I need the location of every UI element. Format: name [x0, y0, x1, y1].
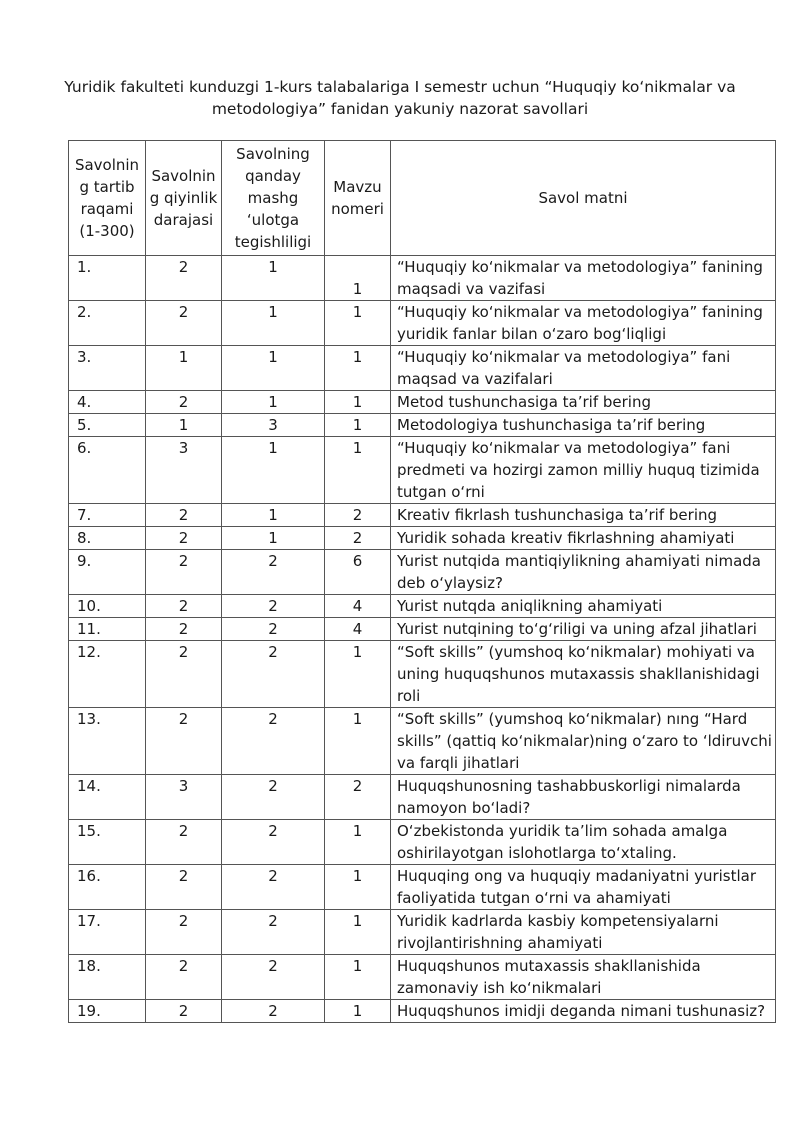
topic-number-cell: 4 — [325, 595, 391, 618]
session-type-cell: 2 — [222, 910, 325, 955]
header-question-text: Savol matni — [391, 141, 776, 256]
table-row — [69, 437, 776, 504]
question-text-cell: O‘zbekistonda yuridik ta’lim sohada amalga oshirilayotgan islohotlarga to‘xtaling. — [391, 820, 776, 865]
difficulty-cell: 3 — [146, 775, 222, 820]
question-text-cell: Huquqshunos mutaxassis shakllanishida zamonaviy ish ko‘nikmalari — [391, 955, 776, 1000]
session-type-cell: 1 — [222, 437, 325, 504]
row-number-cell: 3. — [69, 346, 146, 391]
row-number-cell: 11. — [69, 618, 146, 641]
session-type-cell: 1 — [222, 391, 325, 414]
topic-number-cell: 2 — [325, 527, 391, 550]
topic-number-cell: 1 — [325, 1000, 391, 1023]
session-type-cell: 1 — [222, 301, 325, 346]
row-number-cell: 19. — [69, 1000, 146, 1023]
row-number-cell: 8. — [69, 527, 146, 550]
session-type-cell: 1 — [222, 527, 325, 550]
table-row — [69, 346, 776, 391]
session-type-cell: 2 — [222, 708, 325, 775]
topic-number-cell: 1 — [325, 301, 391, 346]
difficulty-cell: 2 — [146, 910, 222, 955]
session-type-cell: 2 — [222, 550, 325, 595]
table-row — [69, 641, 776, 708]
difficulty-cell: 2 — [146, 955, 222, 1000]
difficulty-cell: 2 — [146, 820, 222, 865]
difficulty-cell: 1 — [146, 346, 222, 391]
row-number-cell: 2. — [69, 301, 146, 346]
topic-number-cell: 1 — [325, 346, 391, 391]
table-row — [69, 1000, 776, 1023]
question-text-cell: “Huquqiy ko‘nikmalar va metodologiya” fanining yuridik fanlar bilan o‘zaro bog‘liqligi — [391, 301, 776, 346]
question-text-cell: Yurist nutqda aniqlikning ahamiyati — [391, 595, 776, 618]
question-text-cell: Yuridik sohada kreativ fikrlashning ahamiyati — [391, 527, 776, 550]
topic-number-cell: 1 — [325, 641, 391, 708]
row-number-cell: 15. — [69, 820, 146, 865]
difficulty-cell: 2 — [146, 865, 222, 910]
header-order-number: Savolnin g tartib raqami (1-300) — [69, 141, 146, 256]
table-header-row — [69, 141, 776, 256]
session-type-cell: 2 — [222, 595, 325, 618]
row-number-cell: 12. — [69, 641, 146, 708]
question-text-cell: Yurist nutqida mantiqiylikning ahamiyati nimada deb o‘ylaysiz? — [391, 550, 776, 595]
difficulty-cell: 2 — [146, 1000, 222, 1023]
table-row — [69, 414, 776, 437]
question-text-cell: “Huquqiy ko‘nikmalar va metodologiya” fani predmeti va hozirgi zamon milliy huquq tizimida tutgan o‘rni — [391, 437, 776, 504]
difficulty-cell: 2 — [146, 641, 222, 708]
topic-number-cell: 6 — [325, 550, 391, 595]
header-difficulty: Savolnin g qiyinlik darajasi — [146, 141, 222, 256]
topic-number-cell: 1 — [325, 391, 391, 414]
topic-number-cell: 1 — [325, 437, 391, 504]
difficulty-cell: 2 — [146, 550, 222, 595]
table-row — [69, 595, 776, 618]
table-row — [69, 504, 776, 527]
session-type-cell: 1 — [222, 504, 325, 527]
question-text-cell: Yuridik kadrlarda kasbiy kompetensiyalarni rivojlantirishning ahamiyati — [391, 910, 776, 955]
difficulty-cell: 2 — [146, 301, 222, 346]
session-type-cell: 2 — [222, 618, 325, 641]
table-row — [69, 391, 776, 414]
topic-number-cell: 2 — [325, 775, 391, 820]
questions-table — [68, 140, 776, 1023]
title-line-1: Yuridik fakulteti kunduzgi 1-kurs talabalariga I semestr uchun “Huquqiy koʻnikmalar va — [64, 78, 736, 96]
session-type-cell: 1 — [222, 256, 325, 301]
row-number-cell: 6. — [69, 437, 146, 504]
question-text-cell: Kreativ fikrlash tushunchasiga ta’rif bering — [391, 504, 776, 527]
difficulty-cell: 3 — [146, 437, 222, 504]
question-text-cell: Huquqing ong va huquqiy madaniyatni yuristlar faoliyatida tutgan o‘rni va ahamiyati — [391, 865, 776, 910]
difficulty-cell: 2 — [146, 256, 222, 301]
row-number-cell: 5. — [69, 414, 146, 437]
question-text-cell: Yurist nutqining to‘g‘riligi va uning afzal jihatlari — [391, 618, 776, 641]
row-number-cell: 17. — [69, 910, 146, 955]
topic-number-cell: 1 — [325, 708, 391, 775]
session-type-cell: 3 — [222, 414, 325, 437]
table-row — [69, 910, 776, 955]
row-number-cell: 7. — [69, 504, 146, 527]
header-session-type: Savolning qanday mashg ‘ulotga tegishliligi — [222, 141, 325, 256]
table-row — [69, 865, 776, 910]
difficulty-cell: 2 — [146, 708, 222, 775]
difficulty-cell: 2 — [146, 595, 222, 618]
session-type-cell: 1 — [222, 346, 325, 391]
topic-number-cell: 1 — [325, 820, 391, 865]
title-line-2: metodologiya” fanidan yakuniy nazorat savollari — [211, 100, 589, 118]
table-row — [69, 618, 776, 641]
topic-number-cell: 1 — [325, 414, 391, 437]
question-text-cell: Metodologiya tushunchasiga ta’rif bering — [391, 414, 776, 437]
difficulty-cell: 2 — [146, 391, 222, 414]
topic-number-cell: 1 — [325, 865, 391, 910]
table-row — [69, 527, 776, 550]
question-text-cell: “Soft skills” (yumshoq ko‘nikmalar) mohiyati va uning huquqshunos mutaxassis shakllanishidagi roli — [391, 641, 776, 708]
table-row — [69, 708, 776, 775]
question-text-cell: “Huquqiy ko‘nikmalar va metodologiya” fani maqsad va vazifalari — [391, 346, 776, 391]
question-text-cell: Metod tushunchasiga ta’rif bering — [391, 391, 776, 414]
table-row — [69, 550, 776, 595]
question-text-cell: Huquqshunosning tashabbuskorligi nimalarda namoyon bo‘ladi? — [391, 775, 776, 820]
row-number-cell: 1. — [69, 256, 146, 301]
topic-number-cell: 2 — [325, 504, 391, 527]
row-number-cell: 18. — [69, 955, 146, 1000]
session-type-cell: 2 — [222, 865, 325, 910]
row-number-cell: 10. — [69, 595, 146, 618]
difficulty-cell: 2 — [146, 527, 222, 550]
question-text-cell: Huquqshunos imidji deganda nimani tushunasiz? — [391, 1000, 776, 1023]
table-row — [69, 301, 776, 346]
question-text-cell: “Huquqiy ko‘nikmalar va metodologiya” fanining maqsadi va vazifasi — [391, 256, 776, 301]
table-row — [69, 775, 776, 820]
session-type-cell: 2 — [222, 820, 325, 865]
difficulty-cell: 1 — [146, 414, 222, 437]
topic-number-cell: 1 — [325, 955, 391, 1000]
document-title — [60, 76, 740, 120]
row-number-cell: 14. — [69, 775, 146, 820]
topic-number-cell: 4 — [325, 618, 391, 641]
header-topic-number: Mavzu nomeri — [325, 141, 391, 256]
difficulty-cell: 2 — [146, 504, 222, 527]
difficulty-cell: 2 — [146, 618, 222, 641]
table-row — [69, 256, 776, 301]
question-text-cell: “Soft skills” (yumshoq ko‘nikmalar) nıng “Hard skills” (qattiq ko‘nikmalar)ning o‘zaro to ‘ldiruvchi va farqli jihatlari — [391, 708, 776, 775]
row-number-cell: 13. — [69, 708, 146, 775]
table-row — [69, 955, 776, 1000]
row-number-cell: 4. — [69, 391, 146, 414]
session-type-cell: 2 — [222, 641, 325, 708]
table-row — [69, 820, 776, 865]
row-number-cell: 16. — [69, 865, 146, 910]
session-type-cell: 2 — [222, 775, 325, 820]
topic-number-cell: 1 — [325, 910, 391, 955]
session-type-cell: 2 — [222, 955, 325, 1000]
topic-number-cell: 1 — [325, 256, 391, 301]
row-number-cell: 9. — [69, 550, 146, 595]
session-type-cell: 2 — [222, 1000, 325, 1023]
